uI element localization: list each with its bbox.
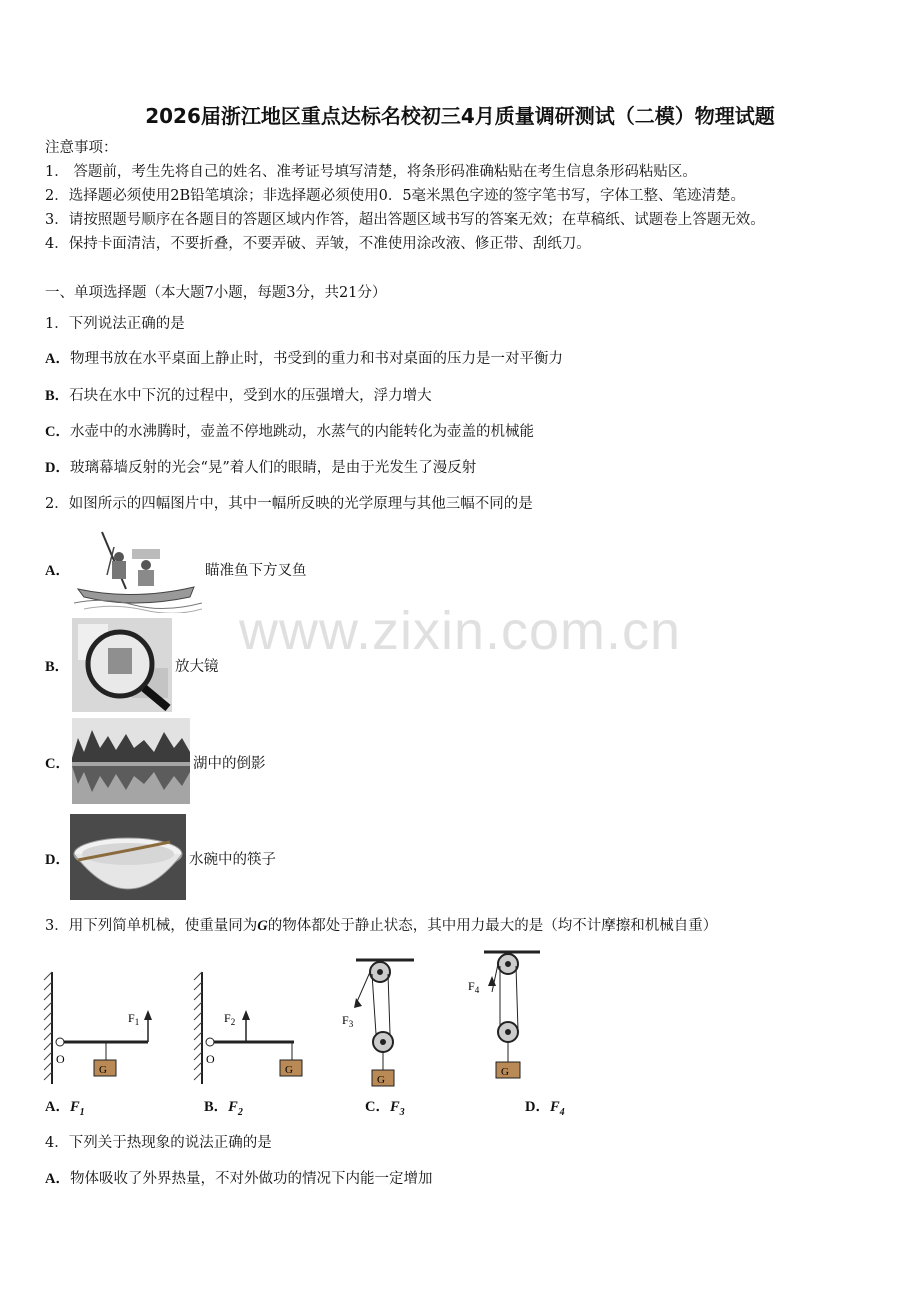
option-var: F	[228, 1099, 238, 1115]
watermark: www.zixin.com.cn	[238, 601, 682, 661]
option-letter: C．	[365, 1099, 390, 1115]
question-3-option-d	[525, 1097, 565, 1123]
question-1-option-b	[45, 386, 432, 406]
option-text: 物体吸收了外界热量，不对外做功的情况下内能一定增加	[69, 1171, 433, 1187]
lake-reflection-image	[72, 718, 190, 804]
option-var: F	[549, 1099, 560, 1115]
option-text: 湖中的倒影	[193, 756, 266, 772]
pivot-label: O	[206, 1052, 215, 1066]
pivot-label: O	[56, 1052, 65, 1066]
option-text: 水壶中的水沸腾时，壶盖不停地跳动，水蒸气的内能转化为壶盖的机械能	[69, 424, 534, 440]
option-sub: 4	[559, 1106, 565, 1118]
option-text: 石块在水中下沉的过程中，受到水的压强增大，浮力增大	[69, 388, 432, 404]
option-letter: B．	[45, 388, 70, 404]
option-letter: D．	[45, 852, 70, 868]
notice-item: 4．保持卡面清洁，不要折叠，不要弄破、弄皱，不准使用涂改液、修正带、刮纸刀。	[45, 236, 591, 252]
option-letter: A．	[45, 563, 70, 579]
weight-label: G	[501, 1066, 509, 1078]
option-sub: 2	[237, 1106, 243, 1118]
question-4-option-a	[45, 1169, 432, 1189]
stem-text: 3．用下列简单机械，使重量同为	[45, 918, 258, 934]
option-sub: 3	[399, 1106, 405, 1118]
question-1-stem: 1．下列说法正确的是	[45, 316, 185, 332]
option-letter: D．	[525, 1099, 550, 1115]
option-letter: C．	[45, 756, 70, 772]
option-letter: B．	[204, 1099, 229, 1115]
bowl-chopsticks-image	[70, 814, 186, 900]
stem-variable: G	[257, 918, 268, 934]
notice-item: 3．请按照题号顺序在各题目的答题区域内作答，超出答题区域书写的答案无效；在草稿纸、试题卷上答题无效。	[45, 212, 765, 228]
notice-heading: 注意事项：	[45, 140, 118, 156]
option-letter: A．	[45, 1171, 70, 1187]
question-3-option-c	[365, 1097, 405, 1123]
weight-label: G	[377, 1074, 385, 1086]
question-4-stem: 4．下列关于热现象的说法正确的是	[45, 1135, 272, 1151]
option-letter: C．	[45, 424, 70, 440]
option-text: 物理书放在水平桌面上静止时，书受到的重力和书对桌面的压力是一对平衡力	[69, 351, 563, 367]
notice-item: 1． 答题前，考生先将自己的姓名、准考证号填写清楚，将条形码准确粘贴在考生信息条形码粘贴区。	[45, 164, 697, 180]
weight-label: G	[99, 1064, 107, 1076]
question-3-option-b	[204, 1097, 243, 1123]
option-text: 水碗中的筷子	[189, 852, 276, 868]
question-1-option-c	[45, 422, 534, 442]
question-2-stem: 2．如图所示的四幅图片中，其中一幅所反映的光学原理与其他三幅不同的是	[45, 496, 533, 512]
option-text: 瞄准鱼下方叉鱼	[205, 563, 307, 579]
weight-label: G	[285, 1064, 293, 1076]
section-heading: 一、单项选择题（本大题7小题，每题3分，共21分）	[45, 285, 387, 301]
question-3-stem	[45, 916, 717, 936]
force-label-f2: $F_2$	[224, 1011, 236, 1027]
stem-text: 的物体都处于静止状态，其中用力最大的是（均不计摩擦和机械自重）	[267, 918, 718, 934]
option-text: 放大镜	[175, 659, 219, 675]
option-sub: 1	[79, 1106, 85, 1118]
option-letter: D．	[45, 460, 70, 476]
simple-machines-figure	[40, 950, 600, 1090]
question-1-option-d	[45, 458, 476, 478]
force-label-f4: $F_4$	[468, 979, 480, 995]
option-letter: A．	[45, 1099, 70, 1115]
force-label-f3: $F_3$	[342, 1013, 354, 1029]
option-letter: A．	[45, 351, 70, 367]
option-var: F	[69, 1099, 80, 1115]
question-1-option-a	[45, 349, 563, 369]
option-var: F	[389, 1099, 400, 1115]
option-text: 玻璃幕墙反射的光会“晃”着人们的眼睛，是由于光发生了漫反射	[69, 460, 477, 476]
option-letter: B．	[45, 659, 70, 675]
force-label-f1: $F_1$	[128, 1011, 140, 1027]
notice-item: 2．选择题必须使用2B铅笔填涂；非选择题必须使用0．5毫米黑色字迹的签字笔书写，字体工整、笔迹清楚。	[45, 188, 746, 204]
question-3-option-a	[45, 1097, 85, 1123]
page-title: 2026届浙江地区重点达标名校初三4月质量调研测试（二模）物理试题	[145, 104, 775, 128]
